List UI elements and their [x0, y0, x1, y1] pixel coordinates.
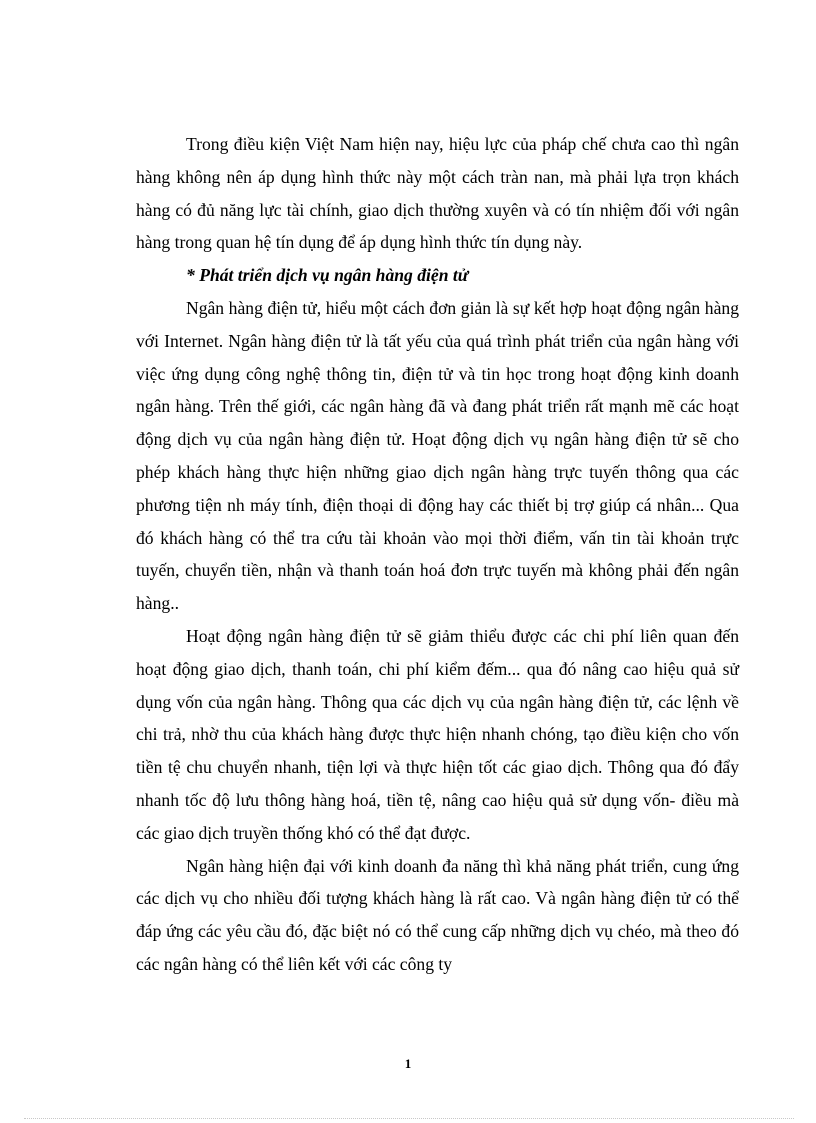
document-body — [136, 128, 739, 981]
paragraph-modern-banking: Ngân hàng hiện đại với kinh doanh đa năng thì khả năng phát triển, cung ứng các dịch vụ cho nhiều đối tượng khách hàng là rất cao. Và ngân hàng điện tử có thể đáp ứng các yêu cầu đó, đặc biệt nó có thể cung cấp những dịch vụ chéo, mà theo đó các ngân hàng có thể liên kết với các công ty — [136, 855, 739, 974]
page-bottom-divider — [24, 1118, 794, 1119]
paragraph-e-banking-cost-benefits: Hoạt động ngân hàng điện tử sẽ giảm thiểu được các chi phí liên quan đến hoạt động giao dịch, thanh toán, chi phí kiểm đếm... qua đó nâng cao hiệu quả sử dụng vốn của ngân hàng. Thông qua các dịch vụ của ngân hàng điện tử, các lệnh về chi trả, nhờ thu của khách hàng được thực hiện nhanh chóng, tạo điều kiện cho vốn tiền tệ chu chuyển nhanh, tiện lợi và thực hiện tốt các giao dịch. Thông qua đó đẩy nhanh tốc độ lưu thông hàng hoá, tiền tệ, nâng cao hiệu quả sử dụng vốn- điều mà các giao dịch truyền thống khó có thể đạt được. — [136, 625, 739, 843]
paragraph-legal-context: Trong điều kiện Việt Nam hiện nay, hiệu lực của pháp chế chưa cao thì ngân hàng không nên áp dụng hình thức này một cách tràn nan, mà phải lựa trọn khách hàng có đủ năng lực tài chính, giao dịch thường xuyên và có tín nhiệm đối với ngân hàng trong quan hệ tín dụng để áp dụng hình thức tín dụng này. — [136, 134, 739, 253]
page-number: 1 — [404, 1056, 412, 1071]
section-heading-e-banking: * Phát triển dịch vụ ngân hàng điện tử — [186, 265, 469, 286]
paragraph-e-banking-definition: Ngân hàng điện tử, hiểu một cách đơn giản là sự kết hợp hoạt động ngân hàng với Internet. Ngân hàng điện tử là tất yếu của quá trình phát triển của ngân hàng với việc ứng dụng công nghệ thông tin, điện tử và tin học trong hoạt động kinh doanh ngân hàng. Trên thế giới, các ngân hàng đã và đang phát triển rất mạnh mẽ các hoạt động dịch vụ của ngân hàng điện tử. Hoạt động dịch vụ ngân hàng điện tử sẽ cho phép khách hàng thực hiện những giao dịch ngân hàng trực tuyến thông qua các phương tiện nh máy tính, điện thoại di động hay các thiết bị trợ giúp cá nhân... Qua đó khách hàng có thể tra cứu tài khoản vào mọi thời điểm, vấn tin tài khoản trực tuyến, chuyển tiền, nhận và thanh toán hoá đơn trực tuyến mà không phải đến ngân hàng.. — [136, 297, 739, 614]
